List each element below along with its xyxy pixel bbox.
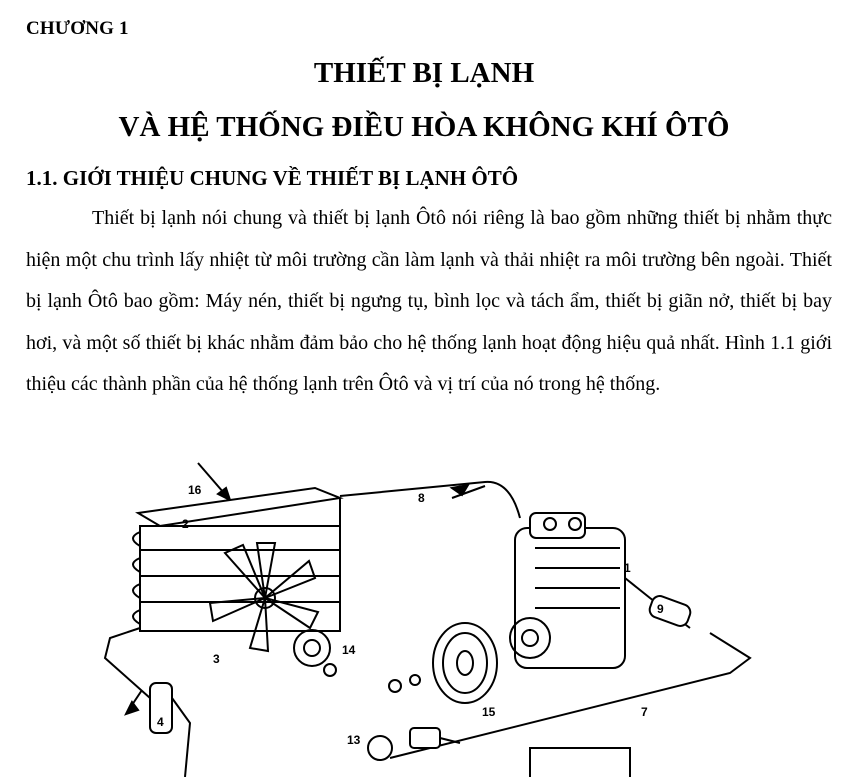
section-heading: 1.1. GIỚI THIỆU CHUNG VỀ THIẾT BỊ LẠNH ÔTÔ xyxy=(26,166,519,190)
condenser-outlet-line xyxy=(105,628,150,698)
evaporator xyxy=(530,748,630,777)
label-15: 15 xyxy=(482,705,496,719)
label-2: 2 xyxy=(182,517,189,531)
intro-paragraph: Thiết bị lạnh nói chung và thiết bị lạnh Ôtô nói riêng là bao gồm những thiết bị nhằm thực hiện một chu trình lấy nhiệt từ môi trường cần làm lạnh và thải nhiệt ra môi trường bên ngoài. Thiết bị lạnh Ôtô bao gồm: Máy nén, thiết bị ngưng tụ, bình lọc và tách ẩm, thiết bị giãn nở, thiết bị bay hơi, và một số thiết bị khác nhằm đảm bảo cho hệ thống lạnh hoạt động hiệu quả nhất. Hình 1.1 giới thiệu các thành phần của hệ thống lạnh trên Ôtô và vị trí của nó trong hệ thống. xyxy=(26,207,832,395)
title-line-1: THIẾT BỊ LẠNH xyxy=(313,57,535,89)
label-1: 1 xyxy=(624,561,631,575)
title-line-2: VÀ HỆ THỐNG ĐIỀU HÒA KHÔNG KHÍ ÔTÔ xyxy=(118,111,730,143)
label-14: 14 xyxy=(342,643,356,657)
magnetic-clutch xyxy=(433,623,497,703)
receiver-drier xyxy=(647,594,692,628)
compressor xyxy=(510,513,625,668)
label-13: 13 xyxy=(347,733,361,747)
ac-system-diagram xyxy=(90,458,848,777)
chapter-label: CHƯƠNG 1 xyxy=(26,18,129,39)
label-4: 4 xyxy=(157,715,164,729)
label-3: 3 xyxy=(213,652,220,666)
label-7: 7 xyxy=(641,705,648,719)
discharge-line xyxy=(340,482,520,518)
airflow-arrow-head xyxy=(218,488,230,500)
fan-clutch xyxy=(294,630,336,676)
bearing xyxy=(389,680,401,692)
label-8: 8 xyxy=(418,491,425,505)
label-9: 9 xyxy=(657,602,664,616)
label-16: 16 xyxy=(188,483,202,497)
snap-ring xyxy=(410,675,420,685)
